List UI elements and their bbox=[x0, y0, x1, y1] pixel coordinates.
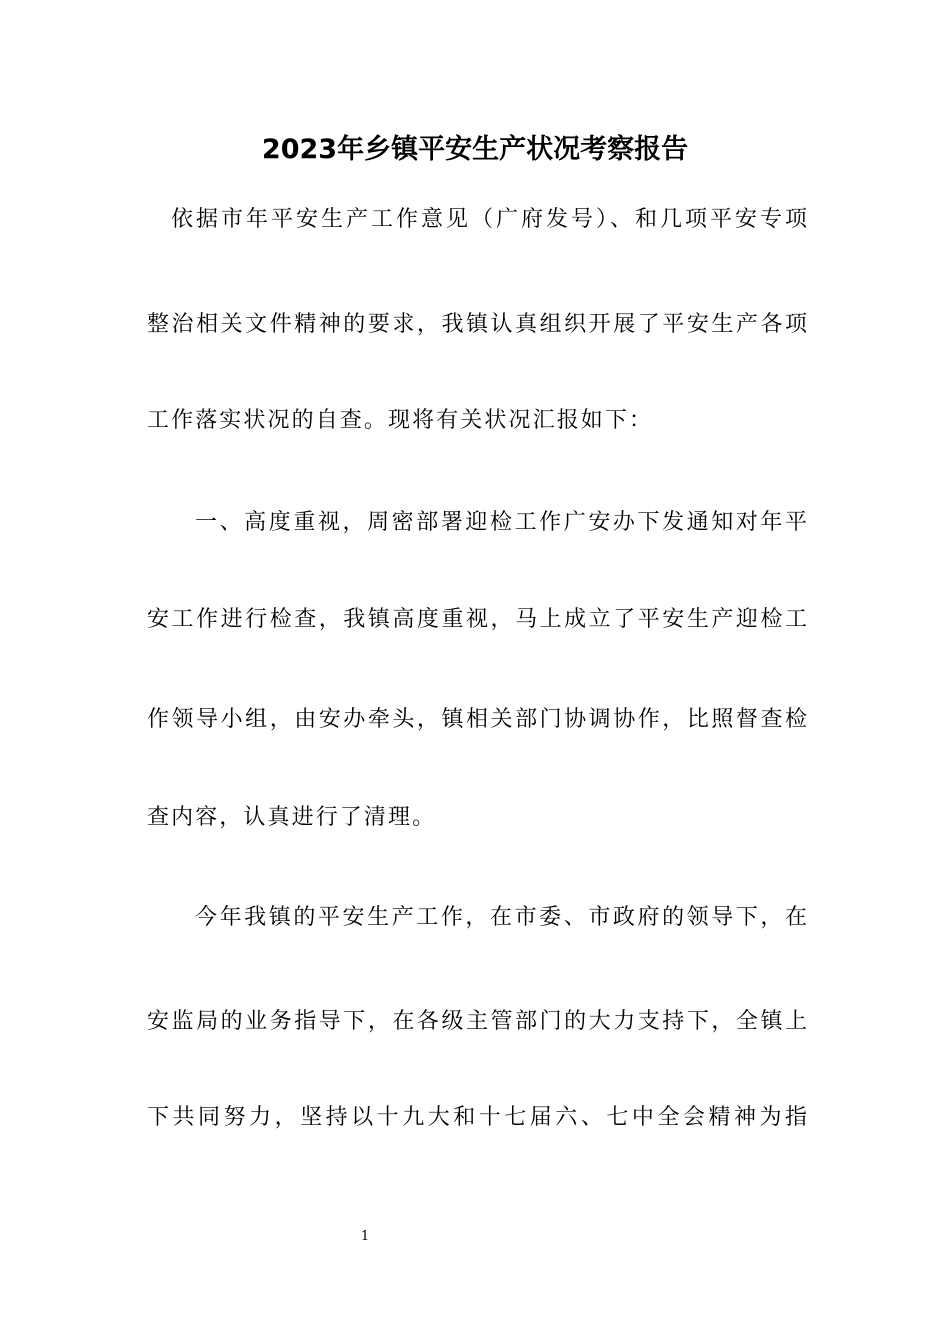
paragraph-1-line-1: 依据市年平安生产工作意见（广府发号）、和几项平安专项 bbox=[171, 207, 807, 232]
paragraph-2-line-3: 作领导小组，由安办牵头，镇相关部门协调协作，比照督查检 bbox=[147, 707, 807, 732]
paragraph-3-line-2: 安监局的业务指导下，在各级主管部门的大力支持下，全镇上 bbox=[147, 1009, 807, 1034]
paragraph-1-line-2: 整治相关文件精神的要求，我镇认真组织开展了平安生产各项 bbox=[147, 312, 807, 337]
paragraph-2-line-1: 一、高度重视，周密部署迎检工作广安办下发通知对年平 bbox=[195, 510, 807, 535]
paragraph-2-line-4: 查内容，认真进行了清理。 bbox=[147, 805, 437, 830]
paragraph-1-line-3: 工作落实状况的自查。现将有关状况汇报如下： bbox=[147, 408, 654, 433]
document-title: 2023年乡镇平安生产状况考察报告 bbox=[261, 134, 689, 165]
page-number: 1 bbox=[360, 1229, 370, 1244]
paragraph-3-line-1: 今年我镇的平安生产工作，在市委、市政府的领导下，在 bbox=[195, 905, 807, 930]
paragraph-3-line-3: 下共同努力，坚持以十九大和十七届六、七中全会精神为指 bbox=[147, 1105, 807, 1130]
paragraph-2-line-2: 安工作进行检查，我镇高度重视，马上成立了平安生产迎检工 bbox=[147, 607, 807, 632]
